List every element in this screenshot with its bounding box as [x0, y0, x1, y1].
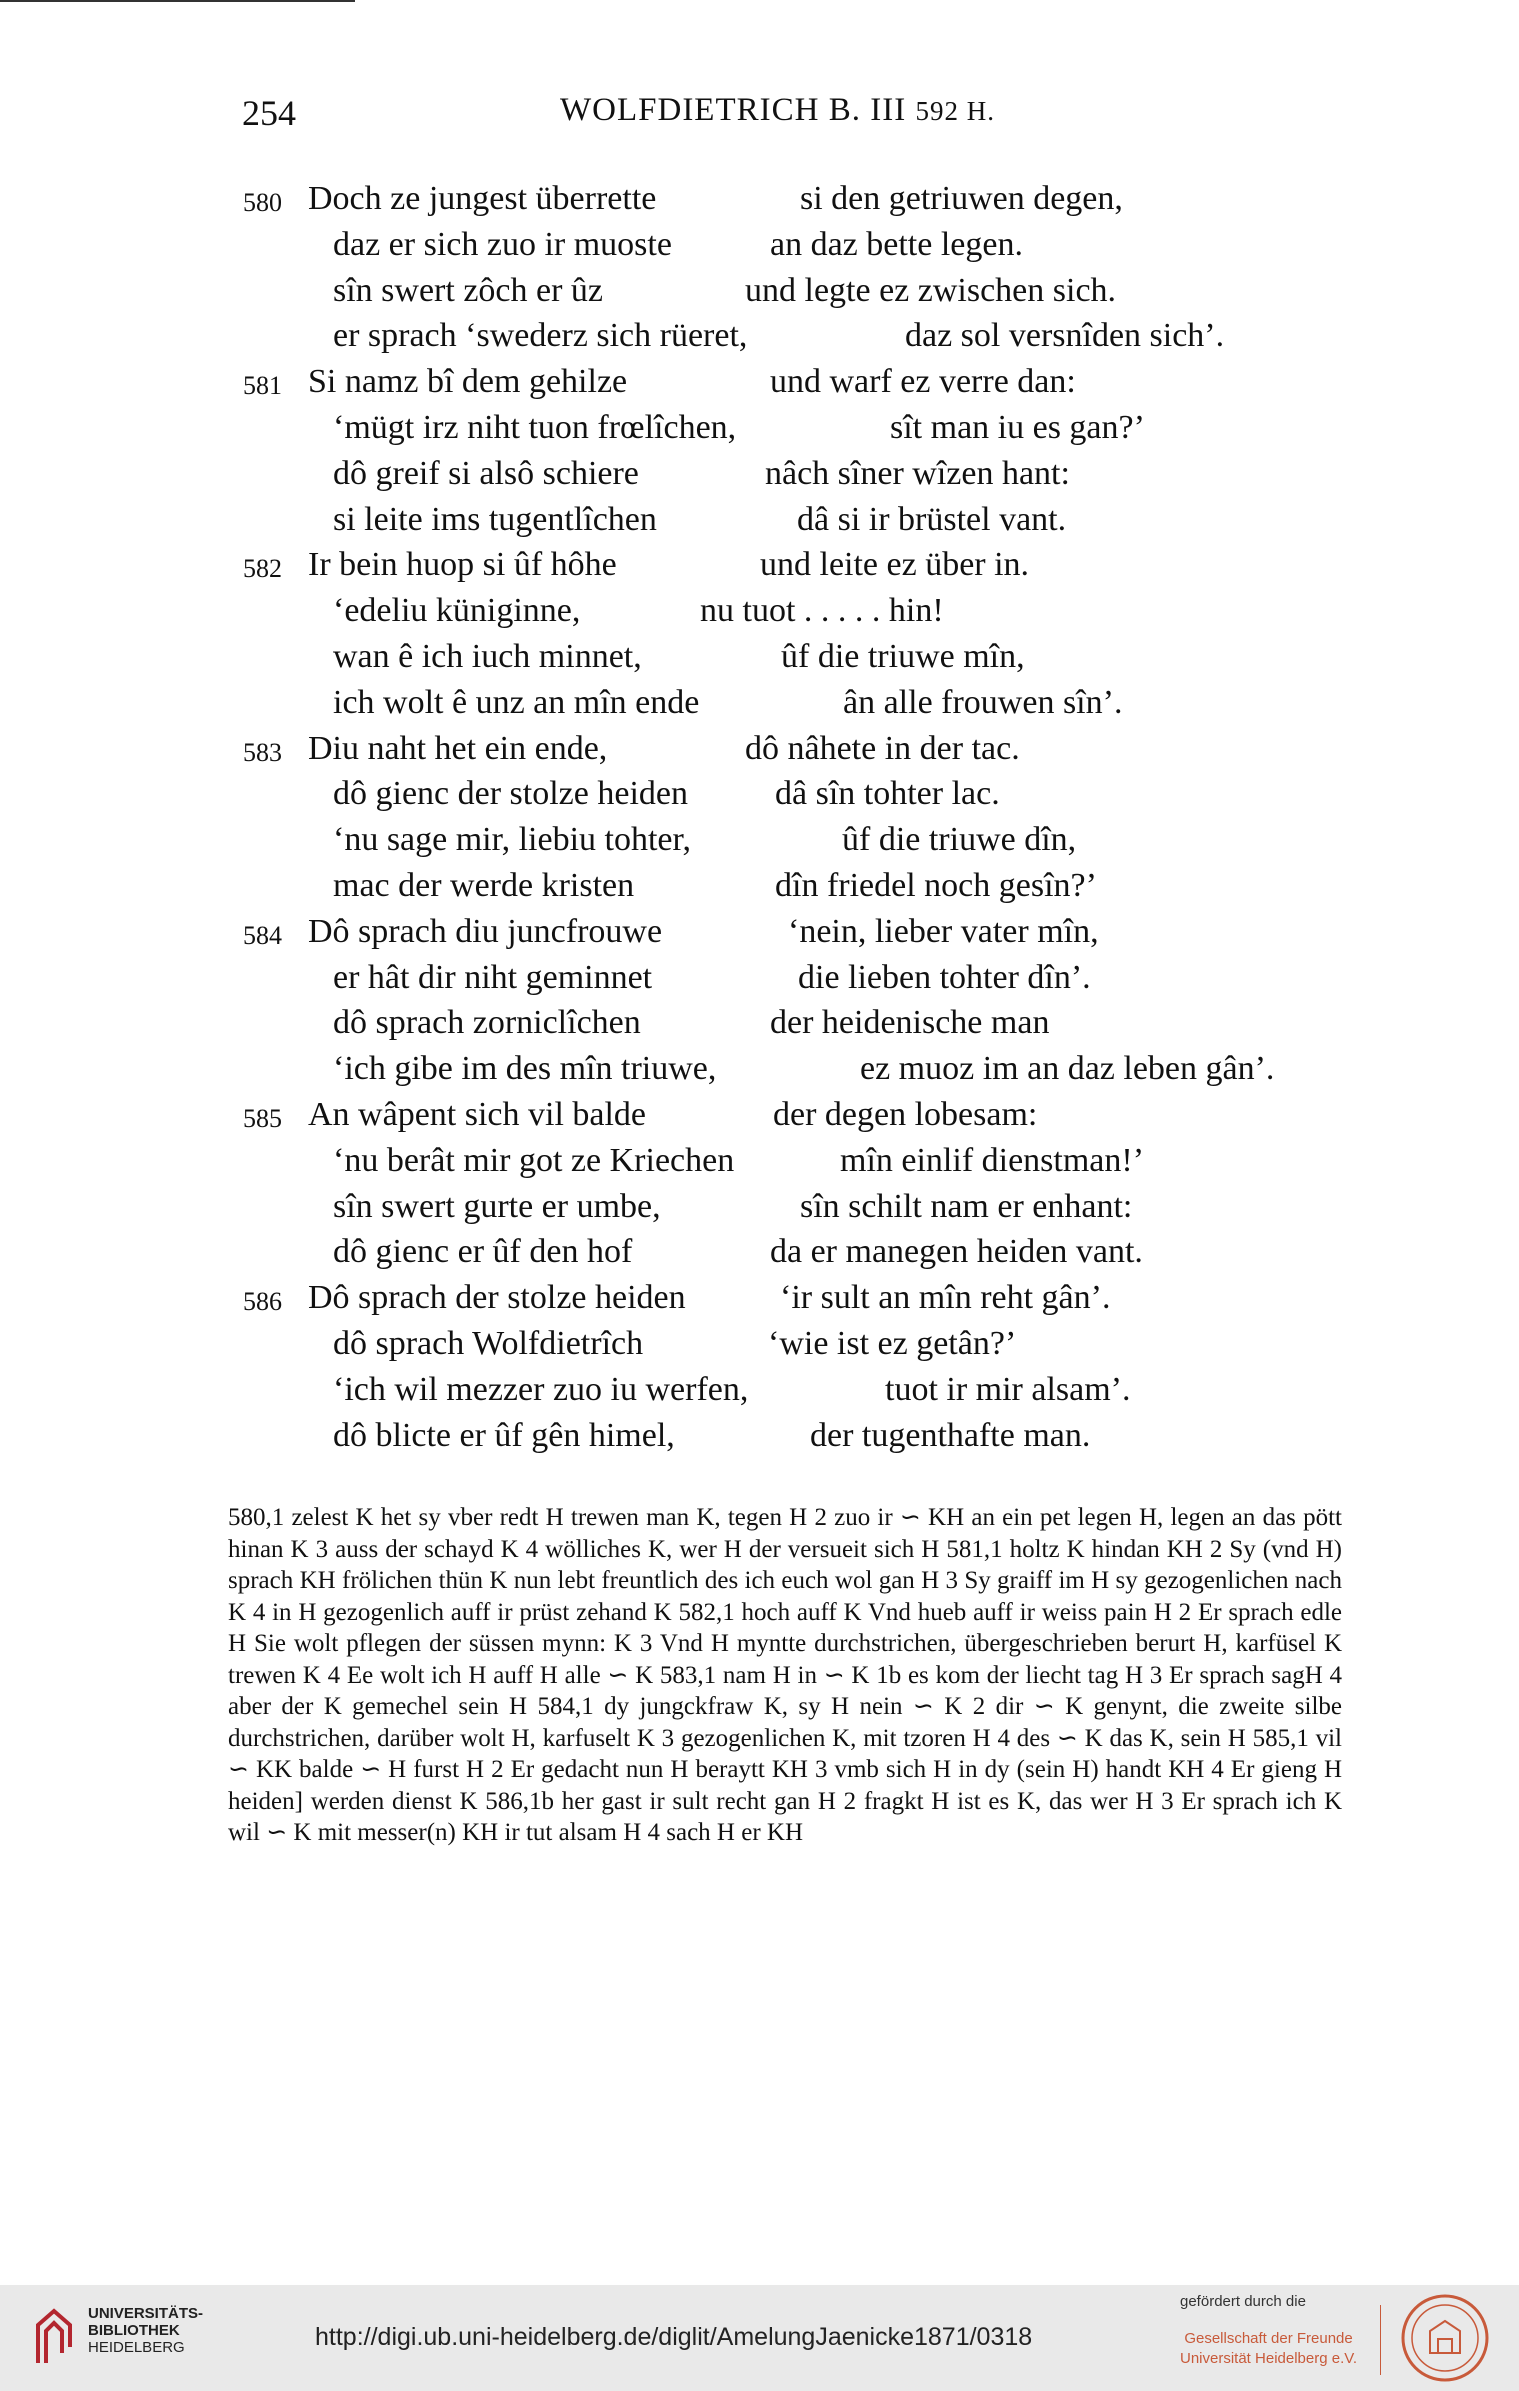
- permalink-url[interactable]: http://digi.ub.uni-heidelberg.de/diglit/AmelungJaenicke1871/0318: [315, 2323, 1033, 2351]
- page-number: 254: [242, 93, 296, 133]
- verse-line: [0, 317, 1519, 361]
- verse-line: [0, 592, 1519, 636]
- stanza-number: 583: [243, 737, 282, 767]
- half-line-b: der tugenthafte man.: [810, 1416, 1091, 1454]
- half-line-a: Diu naht het ein ende,: [308, 729, 608, 767]
- half-line-a: dô sprach Wolfdietrîch: [333, 1325, 644, 1362]
- half-line-a: sîn swert gurte er umbe,: [333, 1187, 661, 1225]
- half-line-a: Ir bein huop si ûf hôhe: [308, 546, 617, 584]
- half-line-a: ‘nu sage mir, liebiu tohter,: [333, 821, 691, 859]
- stanza-number: 585: [243, 1104, 282, 1133]
- verse-line: [0, 1004, 1519, 1048]
- half-line-a: er sprach ‘swederz sich rüeret,: [333, 317, 748, 355]
- verse-line: [0, 546, 1519, 590]
- half-line-b: und warf ez verre dan:: [770, 363, 1076, 401]
- verse-line: [0, 959, 1519, 1003]
- half-line-b: an daz bette legen.: [770, 225, 1023, 263]
- verse-line: [0, 1188, 1519, 1232]
- half-line-a: sîn swert zôch er ûz: [333, 271, 604, 309]
- half-line-a: ‘nu berât mir got ze Kriechen: [333, 1141, 735, 1179]
- half-line-b: nâch sîner wîzen hant:: [765, 454, 1070, 492]
- half-line-b: daz sol versnîden sich’.: [905, 317, 1225, 355]
- library-name: [88, 2305, 203, 2356]
- stanza-number: 582: [243, 554, 282, 584]
- verse-line: [0, 638, 1519, 682]
- half-line-a: er hât dir niht geminnet: [333, 958, 653, 996]
- stanza-number: 586: [243, 1287, 282, 1317]
- verse-line: [0, 455, 1519, 499]
- library-name-line1: UNIVERSITÄTS-: [88, 2305, 204, 2322]
- verse-line: [0, 730, 1519, 774]
- half-line-b: der heidenische man: [770, 1004, 1050, 1042]
- verse-line: [0, 1096, 1519, 1140]
- half-line-a: Dô sprach diu juncfrouwe: [308, 912, 663, 950]
- running-title: [560, 92, 995, 129]
- running-title-main: WOLFDIETRICH B. III: [560, 92, 907, 128]
- half-line-b: da er manegen heiden vant.: [770, 1233, 1143, 1271]
- verse-line: [0, 821, 1519, 865]
- half-line-b: ‘nein, lieber vater mîn,: [788, 912, 1099, 950]
- verse-line: [0, 1233, 1519, 1277]
- corner-rule: [0, 0, 355, 2]
- half-line-a: ‘ich wil mezzer zuo iu werfen,: [333, 1370, 749, 1408]
- stanza-number: 580: [243, 188, 282, 217]
- half-line-a: dô gienc er ûf den hof: [333, 1233, 633, 1271]
- verse-line: [0, 775, 1519, 819]
- library-logo-icon: [30, 2303, 78, 2369]
- half-line-b: mîn einlif dienstman!’: [840, 1141, 1145, 1179]
- half-line-b: die lieben tohter dîn’.: [798, 958, 1091, 996]
- stanza-number: 584: [243, 920, 282, 950]
- verse-line: [0, 1371, 1519, 1415]
- half-line-b: dîn friedel noch gesîn?’: [775, 867, 1097, 904]
- verse-line: [0, 1325, 1519, 1369]
- half-line-b: und legte ez zwischen sich.: [745, 271, 1117, 309]
- verse-line: [0, 363, 1519, 407]
- half-line-a: dô blicte er ûf gên himel,: [333, 1416, 675, 1454]
- society-name-line2: Universität Heidelberg e.V.: [1180, 2350, 1358, 2367]
- half-line-b: der degen lobesam:: [773, 1096, 1038, 1133]
- verse-line: [0, 226, 1519, 270]
- verse-line: [0, 1417, 1519, 1461]
- society-name: [1180, 2329, 1357, 2369]
- half-line-a: ich wolt ê unz an mîn ende: [333, 683, 700, 721]
- half-line-b: ‘ir sult an mîn reht gân’.: [780, 1279, 1111, 1317]
- half-line-b: tuot ir mir alsam’.: [885, 1370, 1131, 1408]
- verse-line: [0, 684, 1519, 728]
- half-line-a: Doch ze jungest überrette: [308, 180, 657, 217]
- society-name-line1: Gesellschaft der Freunde: [1184, 2330, 1353, 2347]
- half-line-a: wan ê ich iuch minnet,: [333, 638, 642, 675]
- library-name-line2: BIBLIOTHEK: [88, 2322, 180, 2339]
- half-line-a: dô sprach zorniclîchen: [333, 1004, 641, 1042]
- half-line-a: ‘ich gibe im des mîn triuwe,: [333, 1050, 717, 1088]
- verse-line: [0, 913, 1519, 957]
- half-line-a: si leite ims tugentlîchen: [333, 500, 657, 538]
- half-line-a: mac der werde kristen: [333, 867, 635, 904]
- verse-line: [0, 501, 1519, 545]
- half-line-b: ez muoz im an daz leben gân’.: [860, 1050, 1275, 1088]
- half-line-a: dô gienc der stolze heiden: [333, 775, 688, 813]
- half-line-b: ûf die triuwe mîn,: [781, 638, 1025, 675]
- verse-line: [0, 409, 1519, 453]
- stanza-number: 581: [243, 371, 282, 401]
- half-line-b: si den getriuwen degen,: [800, 180, 1123, 217]
- half-line-b: und leite ez über in.: [760, 546, 1030, 584]
- library-name-line3: HEIDELBERG: [88, 2339, 185, 2356]
- apparatus-paragraph: 580,1 zelest K het sy vber redt H trewen man K, tegen H 2 zuo ir ∽ KH an ein pet legen H, legen an das pött hinan K 3 auss der schayd K 4 wölliches K, wer H der versueit sich H 581,1 holtz K hindan KH 2 Sy (vnd H) sprach KH frölichen thün K nun lebt freuntlich des ich euch wol gan H 3 Sy graiff im H sy gezogenlichen nach K 4 in H gezogenlich auff ir prüst zehand K 582,1 hoch auff K Vnd hueb auff ir weiss pain H 2 Er sprach edle H Sie wolt pflegen der süssen mynn: K 3 Vnd H myntte durchstrichen, übergeschrieben berurt H, karfüsel K trewen K 4 Ee wolt ich H auff H alle ∽ K 583,1 nam H in ∽ K 1b es kom der liecht tag H 3 Er sprach sagH 4 aber der K gemechel sein H 584,1 dy jungckfraw K, sy H nein ∽ K 2 dir ∽ K genynt, die zweite silbe durchstrichen, darüber wolt H, karfuselt K 3 gezogenlichen K, mit tzoren H 4 des ∽ K das K, sein H 585,1 vil ∽ KK balde ∽ H furst H 2 Er gedacht nun H beraytt KH 3 vmb sich H in dy (sein H) handt KH 4 Er gieng H heiden] werden dienst K 586,1b her gast ir sult recht gan H 2 fragkt H ist es K, das wer H 3 Er sprach ich K wil ∽ K mit messer(n) KH ir tut alsam H 4 sach H er KH: [228, 1504, 1342, 1846]
- verse-line: [0, 1279, 1519, 1323]
- running-title-manuscript: 592 H.: [915, 96, 995, 126]
- half-line-a: Dô sprach der stolze heiden: [308, 1279, 686, 1317]
- half-line-b: ‘wie ist ez getân?’: [768, 1325, 1017, 1362]
- footer-divider: [1380, 2305, 1381, 2375]
- verse-line: [0, 180, 1519, 224]
- half-line-a: Si namz bî dem gehilze: [308, 363, 628, 401]
- half-line-b: dâ si ir brüstel vant.: [797, 500, 1067, 538]
- university-seal-icon: [1400, 2293, 1490, 2383]
- half-line-a: daz er sich zuo ir muoste: [333, 225, 672, 263]
- half-line-b: ân alle frouwen sîn’.: [843, 683, 1123, 721]
- critical-apparatus: [228, 1502, 1342, 1849]
- verse-line: [0, 272, 1519, 316]
- half-line-b: ûf die triuwe dîn,: [842, 821, 1077, 859]
- half-line-b: sîn schilt nam er enhant:: [800, 1187, 1133, 1225]
- page-header: [0, 92, 1519, 142]
- half-line-a: An wâpent sich vil balde: [308, 1096, 647, 1133]
- verse-line: [0, 1050, 1519, 1094]
- half-line-a: ‘mügt irz niht tuon frœlîchen,: [333, 409, 737, 446]
- footer-bar: [0, 2285, 1519, 2391]
- verse-line: [0, 1142, 1519, 1186]
- funded-by-label: gefördert durch die: [1180, 2293, 1306, 2310]
- half-line-b: sît man iu es gan?’: [890, 409, 1145, 446]
- half-line-b: dâ sîn tohter lac.: [775, 775, 1000, 813]
- half-line-b: dô nâhete in der tac.: [745, 729, 1020, 767]
- verse-line: [0, 867, 1519, 911]
- half-line-a: dô greif si alsô schiere: [333, 454, 639, 492]
- half-line-a: ‘edeliu küniginne,: [333, 592, 581, 630]
- half-line-b: nu tuot . . . . . hin!: [700, 592, 944, 630]
